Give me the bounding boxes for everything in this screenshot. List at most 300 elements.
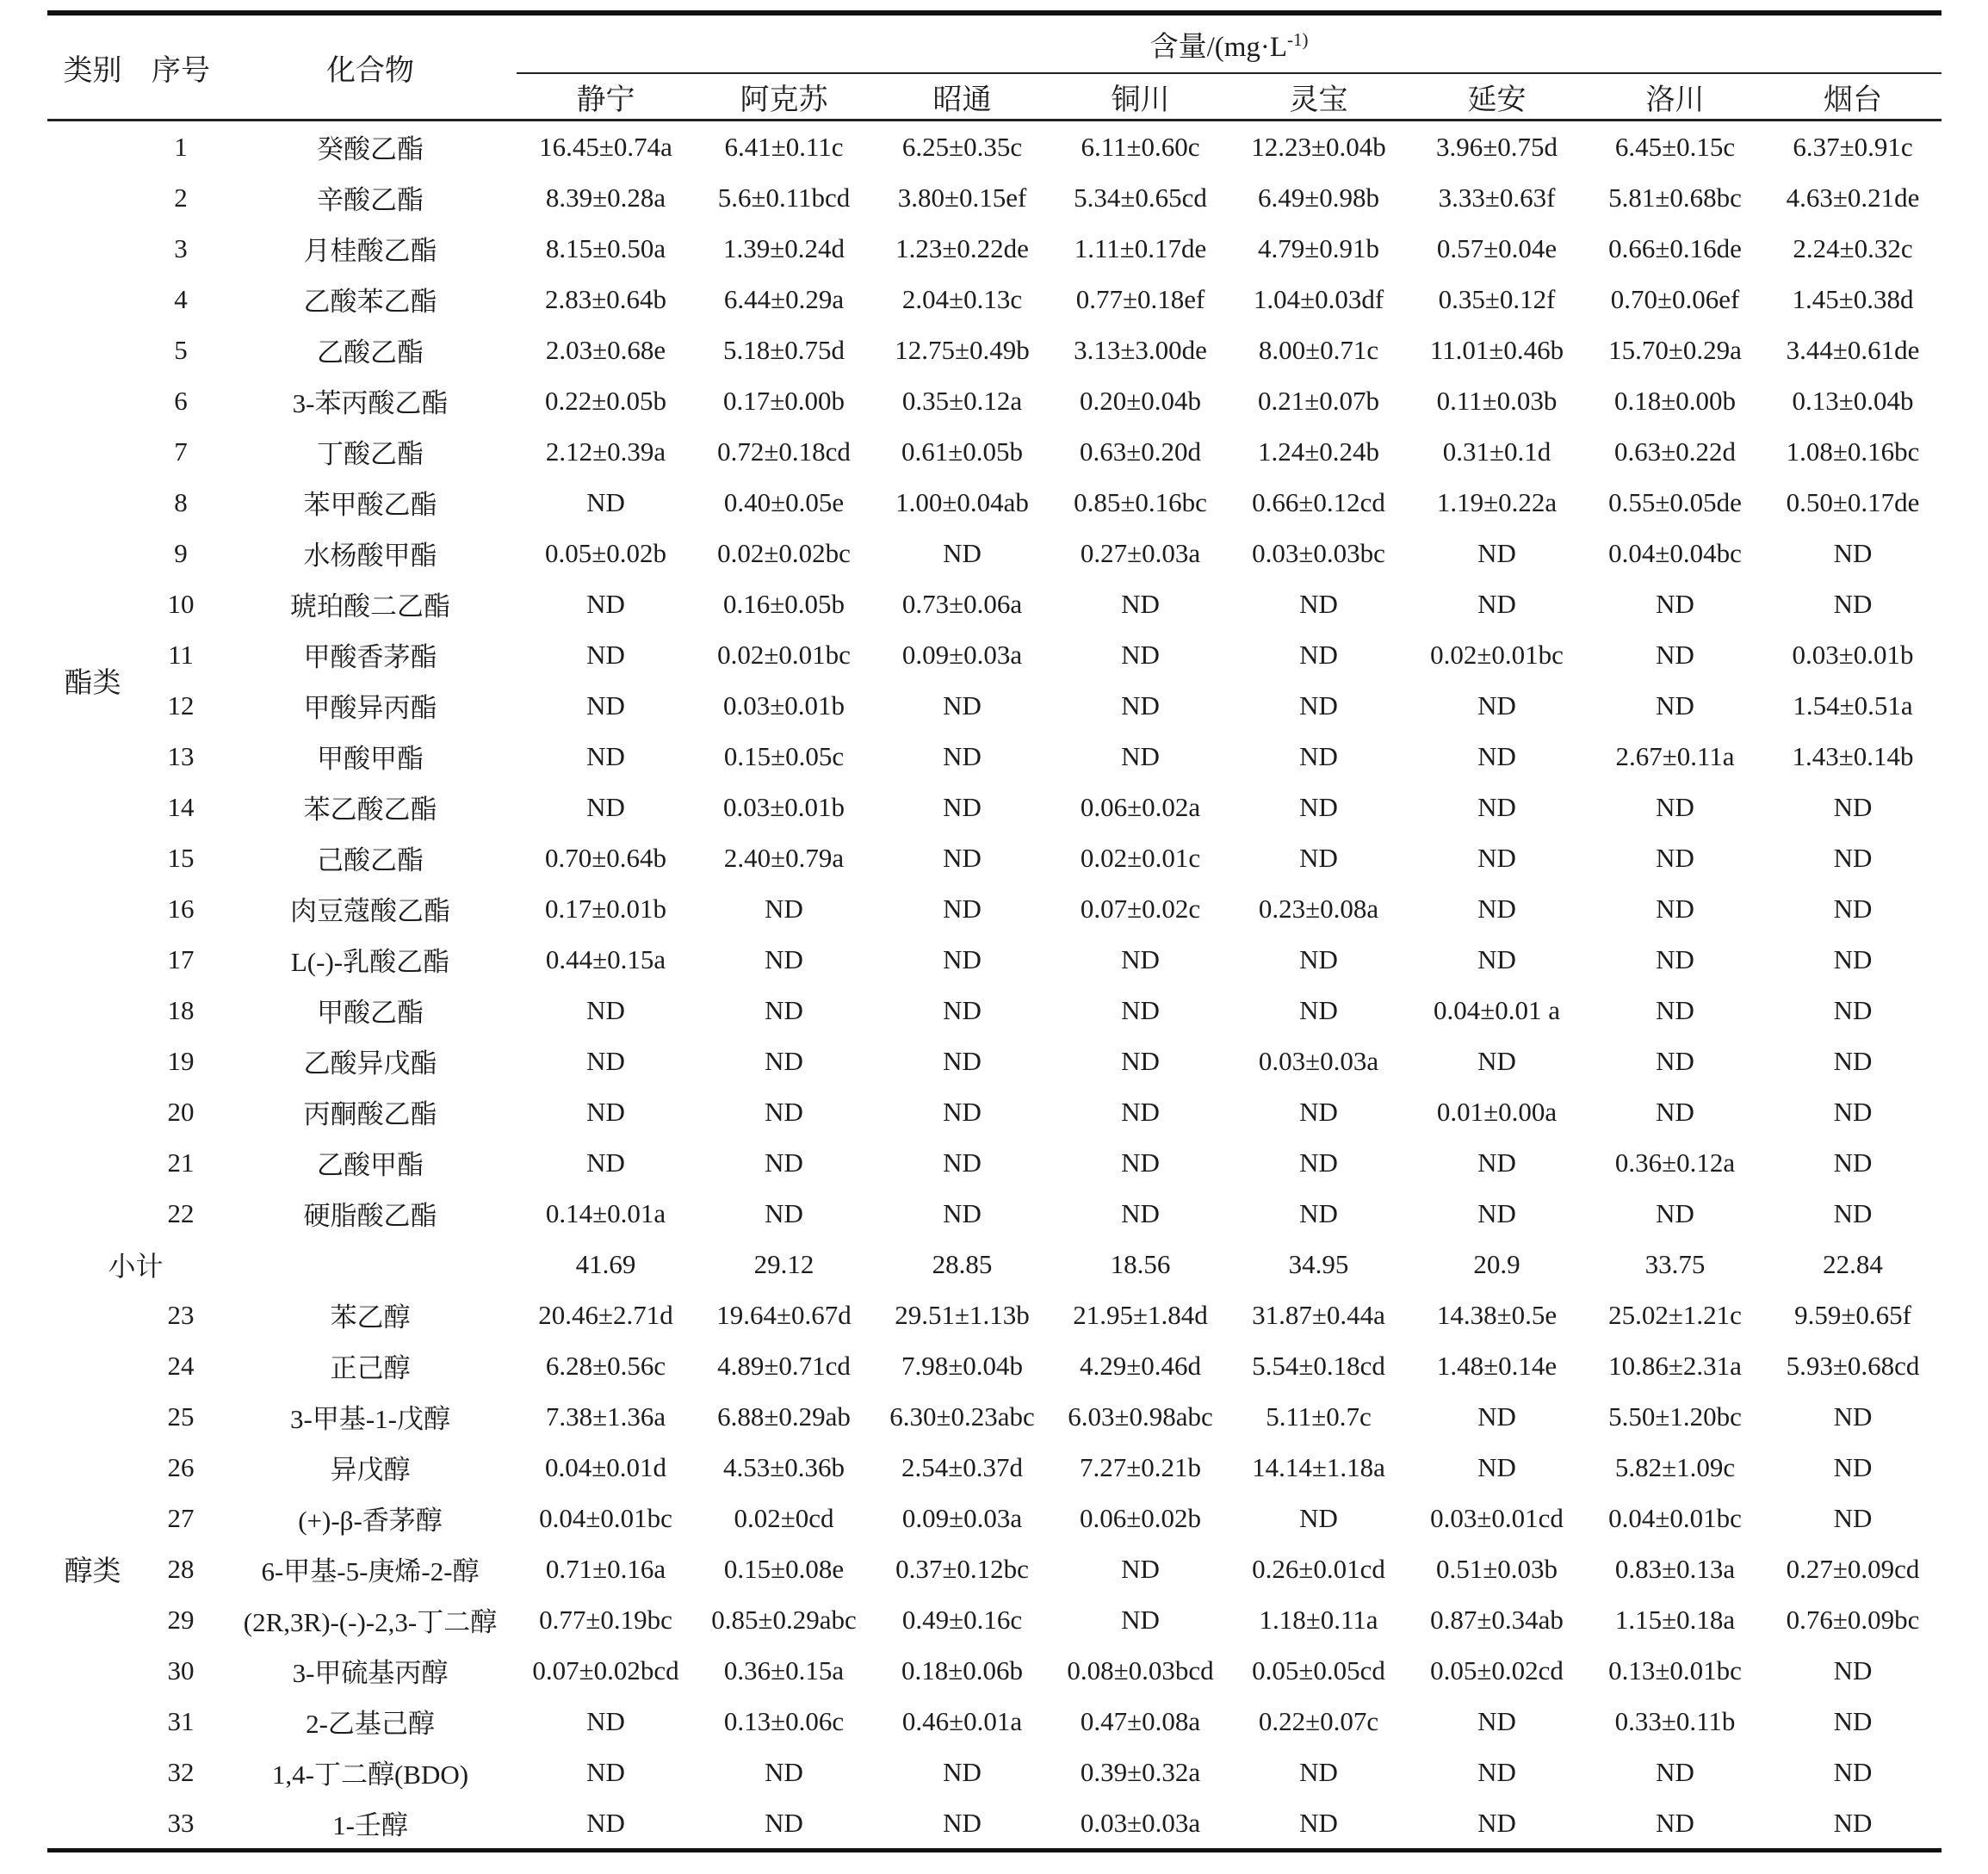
value-cell: ND [1121,1604,1160,1635]
value-cell: 0.35±0.12f [1438,283,1556,314]
row-number: 16 [167,893,195,924]
value-cell: 5.54±0.18cd [1252,1350,1385,1381]
value-cell: ND [943,740,982,771]
value-cell: ND [765,1807,803,1838]
value-cell: 8.00±0.71c [1258,334,1379,365]
value-cell: ND [1121,1096,1160,1127]
value-cell: 0.50±0.17de [1786,486,1920,517]
compound-name: 正己醇 [330,1353,411,1383]
value-cell: ND [1299,740,1338,771]
value-cell: ND [1477,1401,1516,1432]
value-cell: ND [1121,994,1160,1025]
value-cell: ND [1477,1807,1516,1838]
value-cell: 1.19±0.22a [1436,486,1558,517]
value-cell: 0.72±0.18cd [717,436,851,467]
row-number: 33 [167,1807,195,1838]
compound-name: 3-甲基-1-戊醇 [290,1404,450,1434]
value-cell: ND [1833,537,1873,568]
row-number: 22 [167,1197,195,1228]
value-cell: 6.88±0.29ab [717,1401,851,1432]
value-cell: 6.11±0.60c [1081,131,1200,162]
value-cell: 1.15±0.18a [1614,1604,1736,1635]
table-row [47,1137,1942,1188]
value-cell: 0.17±0.01b [544,893,666,924]
table-row [47,1645,1942,1696]
compound-name: (+)-β-香茅醇 [298,1506,443,1536]
value-cell: ND [1477,1756,1516,1787]
value-cell: 0.11±0.03b [1436,385,1558,416]
value-cell: 4.29±0.46d [1079,1350,1201,1381]
value-cell: 15.70±0.29a [1608,334,1742,365]
compound-name: 硬脂酸乙酯 [303,1201,437,1231]
value-cell: ND [1477,1197,1516,1228]
table-row [47,1442,1942,1493]
value-cell: ND [1656,1756,1694,1787]
row-number: 20 [167,1096,195,1127]
value-cell: ND [1833,1096,1873,1127]
row-number: 2 [174,182,188,213]
value-cell: ND [1299,1197,1338,1228]
col-header-no: 序号 [138,13,224,121]
value-cell: ND [943,1147,982,1178]
value-cell: 11.01±0.46b [1429,334,1564,365]
table-row [47,1696,1942,1747]
value-cell: 0.70±0.06ef [1610,283,1740,314]
value-cell: ND [1656,943,1694,974]
value-cell: ND [765,1147,803,1178]
row-number: 7 [174,436,188,467]
category-cell: 醇类 [64,1556,121,1587]
compound-name: 甲酸异丙酯 [303,693,437,723]
quantity-unit-prefix: 含量/(mg·L [1149,31,1288,63]
value-cell: 1.54±0.51a [1793,690,1913,721]
table-row [47,629,1942,680]
table-row [47,1391,1942,1442]
value-cell: ND [1833,943,1873,974]
value-cell: 0.49±0.16c [901,1604,1023,1635]
value-cell: ND [765,1096,803,1127]
table-row [47,578,1942,629]
region-header-6: 洛川 [1586,73,1764,121]
value-cell: 0.01±0.00a [1436,1096,1558,1127]
value-cell: 4.63±0.21de [1786,182,1920,213]
value-cell: ND [1656,791,1694,822]
value-cell: ND [1477,943,1516,974]
value-cell: 0.51±0.03b [1435,1553,1558,1584]
value-cell: 3.13±3.00de [1074,334,1207,365]
value-cell: 0.15±0.08e [723,1553,845,1584]
value-cell: 7.27±0.21b [1079,1451,1201,1482]
value-cell: ND [1477,791,1516,822]
table-row [47,477,1942,528]
subtotal-value-cell: 22.84 [1823,1248,1883,1279]
compound-name: 乙酸甲酯 [317,1150,424,1180]
compound-name: 肉豆蔻酸乙酯 [290,896,450,926]
value-cell: 0.04±0.01d [544,1451,666,1482]
value-cell: 3.33±0.63f [1438,182,1556,213]
value-cell: 6.37±0.91c [1793,131,1913,162]
value-cell: ND [1299,943,1338,974]
table-row [47,832,1942,883]
value-cell: 0.03±0.03a [1258,1045,1379,1076]
value-cell: ND [1299,1756,1338,1787]
value-cell: ND [943,791,982,822]
compound-name: L(-)-乳酸乙酯 [290,947,450,977]
region-header-7: 烟台 [1764,73,1942,121]
value-cell: 0.05±0.02b [544,537,666,568]
value-cell: 0.04±0.01bc [539,1502,672,1533]
subtotal-compound-empty [224,1239,517,1290]
value-cell: 0.35±0.12a [901,385,1023,416]
table-row [47,1594,1942,1645]
value-cell: 0.14±0.01a [545,1197,666,1228]
value-cell: 1.11±0.17de [1074,232,1207,263]
value-cell: ND [1833,1401,1873,1432]
value-cell: ND [1477,893,1516,924]
value-cell: 2.12±0.39a [545,436,666,467]
value-cell: 2.54±0.37d [901,1451,1023,1482]
row-number: 15 [167,842,195,873]
value-cell: ND [765,994,803,1025]
value-cell: 0.61±0.05b [901,436,1023,467]
value-cell: ND [586,588,625,619]
value-cell: ND [765,1045,803,1076]
value-cell: 19.64±0.67d [716,1299,852,1330]
row-number: 6 [174,385,188,416]
value-cell: 8.15±0.50a [545,232,666,263]
compound-name: 琥珀酸二乙酯 [290,591,450,622]
table-row [47,223,1942,274]
value-cell: 4.79±0.91b [1257,232,1379,263]
value-cell: 21.95±1.84d [1073,1299,1208,1330]
value-cell: 0.07±0.02bcd [532,1654,679,1685]
value-cell: 1.45±0.38d [1792,283,1914,314]
region-header-1: 阿克苏 [695,73,873,121]
value-cell: 7.38±1.36a [545,1401,666,1432]
value-cell: 0.85±0.29abc [711,1604,857,1635]
row-number: 10 [167,588,195,619]
value-cell: 5.34±0.65cd [1074,182,1207,213]
value-cell: ND [943,893,982,924]
row-number: 13 [167,740,195,771]
value-cell: ND [1121,1147,1160,1178]
value-cell: 0.73±0.06a [901,588,1023,619]
value-cell: ND [1833,1705,1873,1736]
value-cell: 2.40±0.79a [723,842,845,873]
row-number: 26 [167,1451,195,1482]
row-number: 24 [167,1350,195,1381]
value-cell: 2.83±0.64b [544,283,666,314]
value-cell: ND [943,842,982,873]
value-cell: ND [1477,588,1516,619]
value-cell: 0.05±0.02cd [1430,1654,1564,1685]
value-cell: ND [1833,893,1873,924]
value-cell: 0.66±0.16de [1608,232,1742,263]
value-cell: 7.98±0.04b [901,1350,1023,1381]
table-row [47,1797,1942,1851]
row-number: 14 [167,791,195,822]
value-cell: 0.04±0.01bc [1608,1502,1742,1533]
value-cell: 3.44±0.61de [1786,334,1920,365]
value-cell: 0.77±0.19bc [539,1604,672,1635]
value-cell: 1.00±0.04ab [895,486,1029,517]
row-number: 4 [174,283,188,314]
value-cell: ND [1121,1553,1160,1584]
value-cell: 12.75±0.49b [895,334,1030,365]
value-cell: ND [943,537,982,568]
value-cell: ND [1833,842,1873,873]
value-cell: ND [1477,1147,1516,1178]
value-cell: 0.17±0.00b [722,385,845,416]
value-cell: ND [1833,1756,1873,1787]
value-cell: ND [1833,1451,1873,1482]
value-cell: 3.80±0.15ef [897,182,1027,213]
col-header-compound: 化合物 [224,13,517,121]
compound-name: 甲酸乙酯 [317,998,424,1028]
subtotal-label: 小计 [108,1250,164,1282]
value-cell: ND [1299,588,1338,619]
value-cell: ND [1656,1807,1694,1838]
value-cell: ND [943,1096,982,1127]
value-cell: ND [586,1705,625,1736]
value-cell: 31.87±0.44a [1252,1299,1385,1330]
compound-name: 月桂酸乙酯 [303,236,437,266]
table-row [47,1543,1942,1594]
value-cell: 0.06±0.02a [1080,791,1201,822]
value-cell: ND [1477,1705,1516,1736]
compound-name: 水杨酸甲酯 [303,541,437,571]
value-cell: 2.67±0.11a [1615,740,1735,771]
value-cell: 0.46±0.01a [901,1705,1023,1736]
value-cell: ND [1299,1096,1338,1127]
table-row [47,172,1942,223]
value-cell: 8.39±0.28a [545,182,666,213]
value-cell: ND [586,994,625,1025]
value-cell: 5.81±0.68bc [1608,182,1742,213]
value-cell: 0.27±0.03a [1080,537,1201,568]
value-cell: ND [765,893,803,924]
subtotal-value-cell: 18.56 [1110,1248,1171,1279]
value-cell: ND [1477,842,1516,873]
value-cell: 0.09±0.03a [901,1502,1023,1533]
value-cell: 0.40±0.05e [723,486,845,517]
value-cell: 0.39±0.32a [1080,1756,1201,1787]
value-cell: 0.37±0.12bc [895,1553,1029,1584]
value-cell: 0.76±0.09bc [1786,1604,1920,1635]
table-row [47,1493,1942,1543]
row-number: 11 [168,639,194,670]
subtotal-value-cell: 33.75 [1644,1248,1706,1279]
value-cell: ND [943,690,982,721]
value-cell: ND [1833,1654,1873,1685]
value-cell: 4.89±0.71cd [717,1350,851,1381]
row-number: 29 [167,1604,195,1635]
value-cell: ND [1656,893,1694,924]
value-cell: ND [1121,690,1160,721]
compound-name: 苯乙酸乙酯 [303,795,437,825]
region-header-2: 昭通 [873,73,1051,121]
table-row [47,985,1942,1036]
row-number: 27 [167,1502,195,1533]
value-cell: 0.04±0.01 a [1433,994,1561,1025]
value-cell: ND [1656,1197,1694,1228]
table-row [47,274,1942,325]
value-cell: 16.45±0.74a [539,131,672,162]
value-cell: 0.44±0.15a [545,943,666,974]
value-cell: ND [1121,639,1160,670]
value-cell: 1.43±0.14b [1792,740,1914,771]
value-cell: 5.6±0.11bcd [717,182,851,213]
row-number: 32 [167,1756,195,1787]
value-cell: 0.13±0.04b [1792,385,1914,416]
value-cell: ND [1299,1502,1338,1533]
row-number: 21 [167,1147,195,1178]
table-row [47,782,1942,832]
value-cell: ND [1833,994,1873,1025]
subtotal-row [47,1239,1942,1290]
quantity-unit-sup: -1) [1287,28,1309,50]
compound-name: 异戊醇 [330,1455,411,1485]
value-cell: 0.27±0.09cd [1786,1553,1920,1584]
value-cell: 0.03±0.01b [1792,639,1914,670]
value-cell: ND [1477,1451,1516,1482]
value-cell: 14.14±1.18a [1252,1451,1385,1482]
value-cell: ND [586,740,625,771]
compound-name: 苯乙醇 [330,1302,411,1333]
subtotal-value-cell: 41.69 [575,1248,636,1279]
table-row [47,883,1942,934]
value-cell: 0.03±0.03a [1080,1807,1201,1838]
value-cell: ND [586,1807,625,1838]
row-number: 1 [174,131,188,162]
region-header-0: 静宁 [517,73,695,121]
value-cell: ND [1121,588,1160,619]
value-cell: 0.02±0.02bc [717,537,851,568]
row-number: 5 [174,334,188,365]
value-cell: ND [1833,588,1873,619]
value-cell: 1.04±0.03df [1253,283,1384,314]
value-cell: ND [586,791,625,822]
value-cell: ND [943,1045,982,1076]
value-cell: 0.02±0.01c [1080,842,1201,873]
value-cell: ND [1299,994,1338,1025]
value-cell: 0.03±0.03bc [1252,537,1385,568]
value-cell: ND [1477,537,1516,568]
value-cell: ND [586,1045,625,1076]
compound-name: 1,4-丁二醇(BDO) [271,1760,469,1790]
value-cell: ND [586,690,625,721]
value-cell: ND [1833,791,1873,822]
value-cell: 5.93±0.68cd [1786,1350,1920,1381]
value-cell: 10.86±2.31a [1608,1350,1742,1381]
value-cell: ND [943,994,982,1025]
value-cell: ND [765,1756,803,1787]
value-cell: 4.53±0.36b [722,1451,845,1482]
table-row [47,325,1942,375]
value-cell: ND [943,943,982,974]
table-row [47,375,1942,426]
value-cell: 0.87±0.34ab [1430,1604,1564,1635]
row-number: 30 [167,1654,195,1685]
value-cell: 5.18±0.75d [722,334,845,365]
value-cell: ND [586,1756,625,1787]
compound-concentration-table [47,10,1942,1852]
value-cell: 2.24±0.32c [1793,232,1913,263]
value-cell: 0.70±0.64b [544,842,666,873]
row-number: 17 [167,943,195,974]
value-cell: ND [1656,994,1694,1025]
value-cell: 5.82±1.09c [1614,1451,1736,1482]
value-cell: ND [943,1197,982,1228]
compound-name: 癸酸乙酯 [317,134,424,164]
value-cell: 0.33±0.11b [1614,1705,1736,1736]
value-cell: 0.63±0.20d [1079,436,1201,467]
value-cell: 6.03±0.98abc [1068,1401,1213,1432]
table-row [47,934,1942,985]
value-cell: 6.49±0.98b [1257,182,1379,213]
value-cell: ND [1299,1807,1338,1838]
compound-name: 乙酸异戊酯 [303,1048,437,1079]
value-cell: ND [1656,690,1694,721]
value-cell: ND [1656,1045,1694,1076]
value-cell: ND [1833,1197,1873,1228]
value-cell: ND [765,1197,803,1228]
value-cell: ND [1299,1147,1338,1178]
table-row [47,1036,1942,1086]
value-cell: 0.83±0.13a [1614,1553,1736,1584]
value-cell: 0.08±0.03bcd [1067,1654,1214,1685]
value-cell: 0.13±0.06c [723,1705,845,1736]
value-cell: 0.71±0.16a [545,1553,666,1584]
compound-name: 苯甲酸乙酯 [303,490,437,520]
row-number: 9 [174,537,188,568]
table-row [47,1290,1942,1340]
row-number: 3 [174,232,188,263]
value-cell: 0.85±0.16bc [1074,486,1207,517]
table-body [47,121,1942,1851]
table-row [47,121,1942,173]
value-cell: 0.22±0.05b [544,385,666,416]
value-cell: 14.38±0.5e [1436,1299,1558,1330]
value-cell: 0.66±0.12cd [1252,486,1385,517]
table-row [47,731,1942,782]
subtotal-value-cell: 28.85 [932,1248,993,1279]
value-cell: ND [586,639,625,670]
value-cell: 0.18±0.00b [1613,385,1736,416]
value-cell: 0.57±0.04e [1436,232,1558,263]
value-cell: 0.05±0.05cd [1252,1654,1385,1685]
compound-name: 丁酸乙酯 [317,439,424,469]
value-cell: 0.02±0.01bc [1430,639,1564,670]
value-cell: 0.77±0.18ef [1075,283,1205,314]
row-number: 18 [167,994,195,1025]
row-number: 19 [167,1045,195,1076]
region-header-5: 延安 [1408,73,1586,121]
row-number: 28 [167,1553,195,1584]
value-cell: ND [1656,639,1694,670]
value-cell: ND [1833,1502,1873,1533]
value-cell: 0.23±0.08a [1258,893,1379,924]
value-cell: ND [1656,1096,1694,1127]
value-cell: 0.47±0.08a [1080,1705,1201,1736]
table-row [47,1747,1942,1797]
col-header-category: 类别 [47,13,138,121]
value-cell: 0.36±0.15a [723,1654,845,1685]
value-cell: 20.46±2.71d [538,1299,673,1330]
value-cell: 5.50±1.20bc [1608,1401,1742,1432]
category-cell: 酯类 [64,667,121,699]
value-cell: ND [1299,690,1338,721]
